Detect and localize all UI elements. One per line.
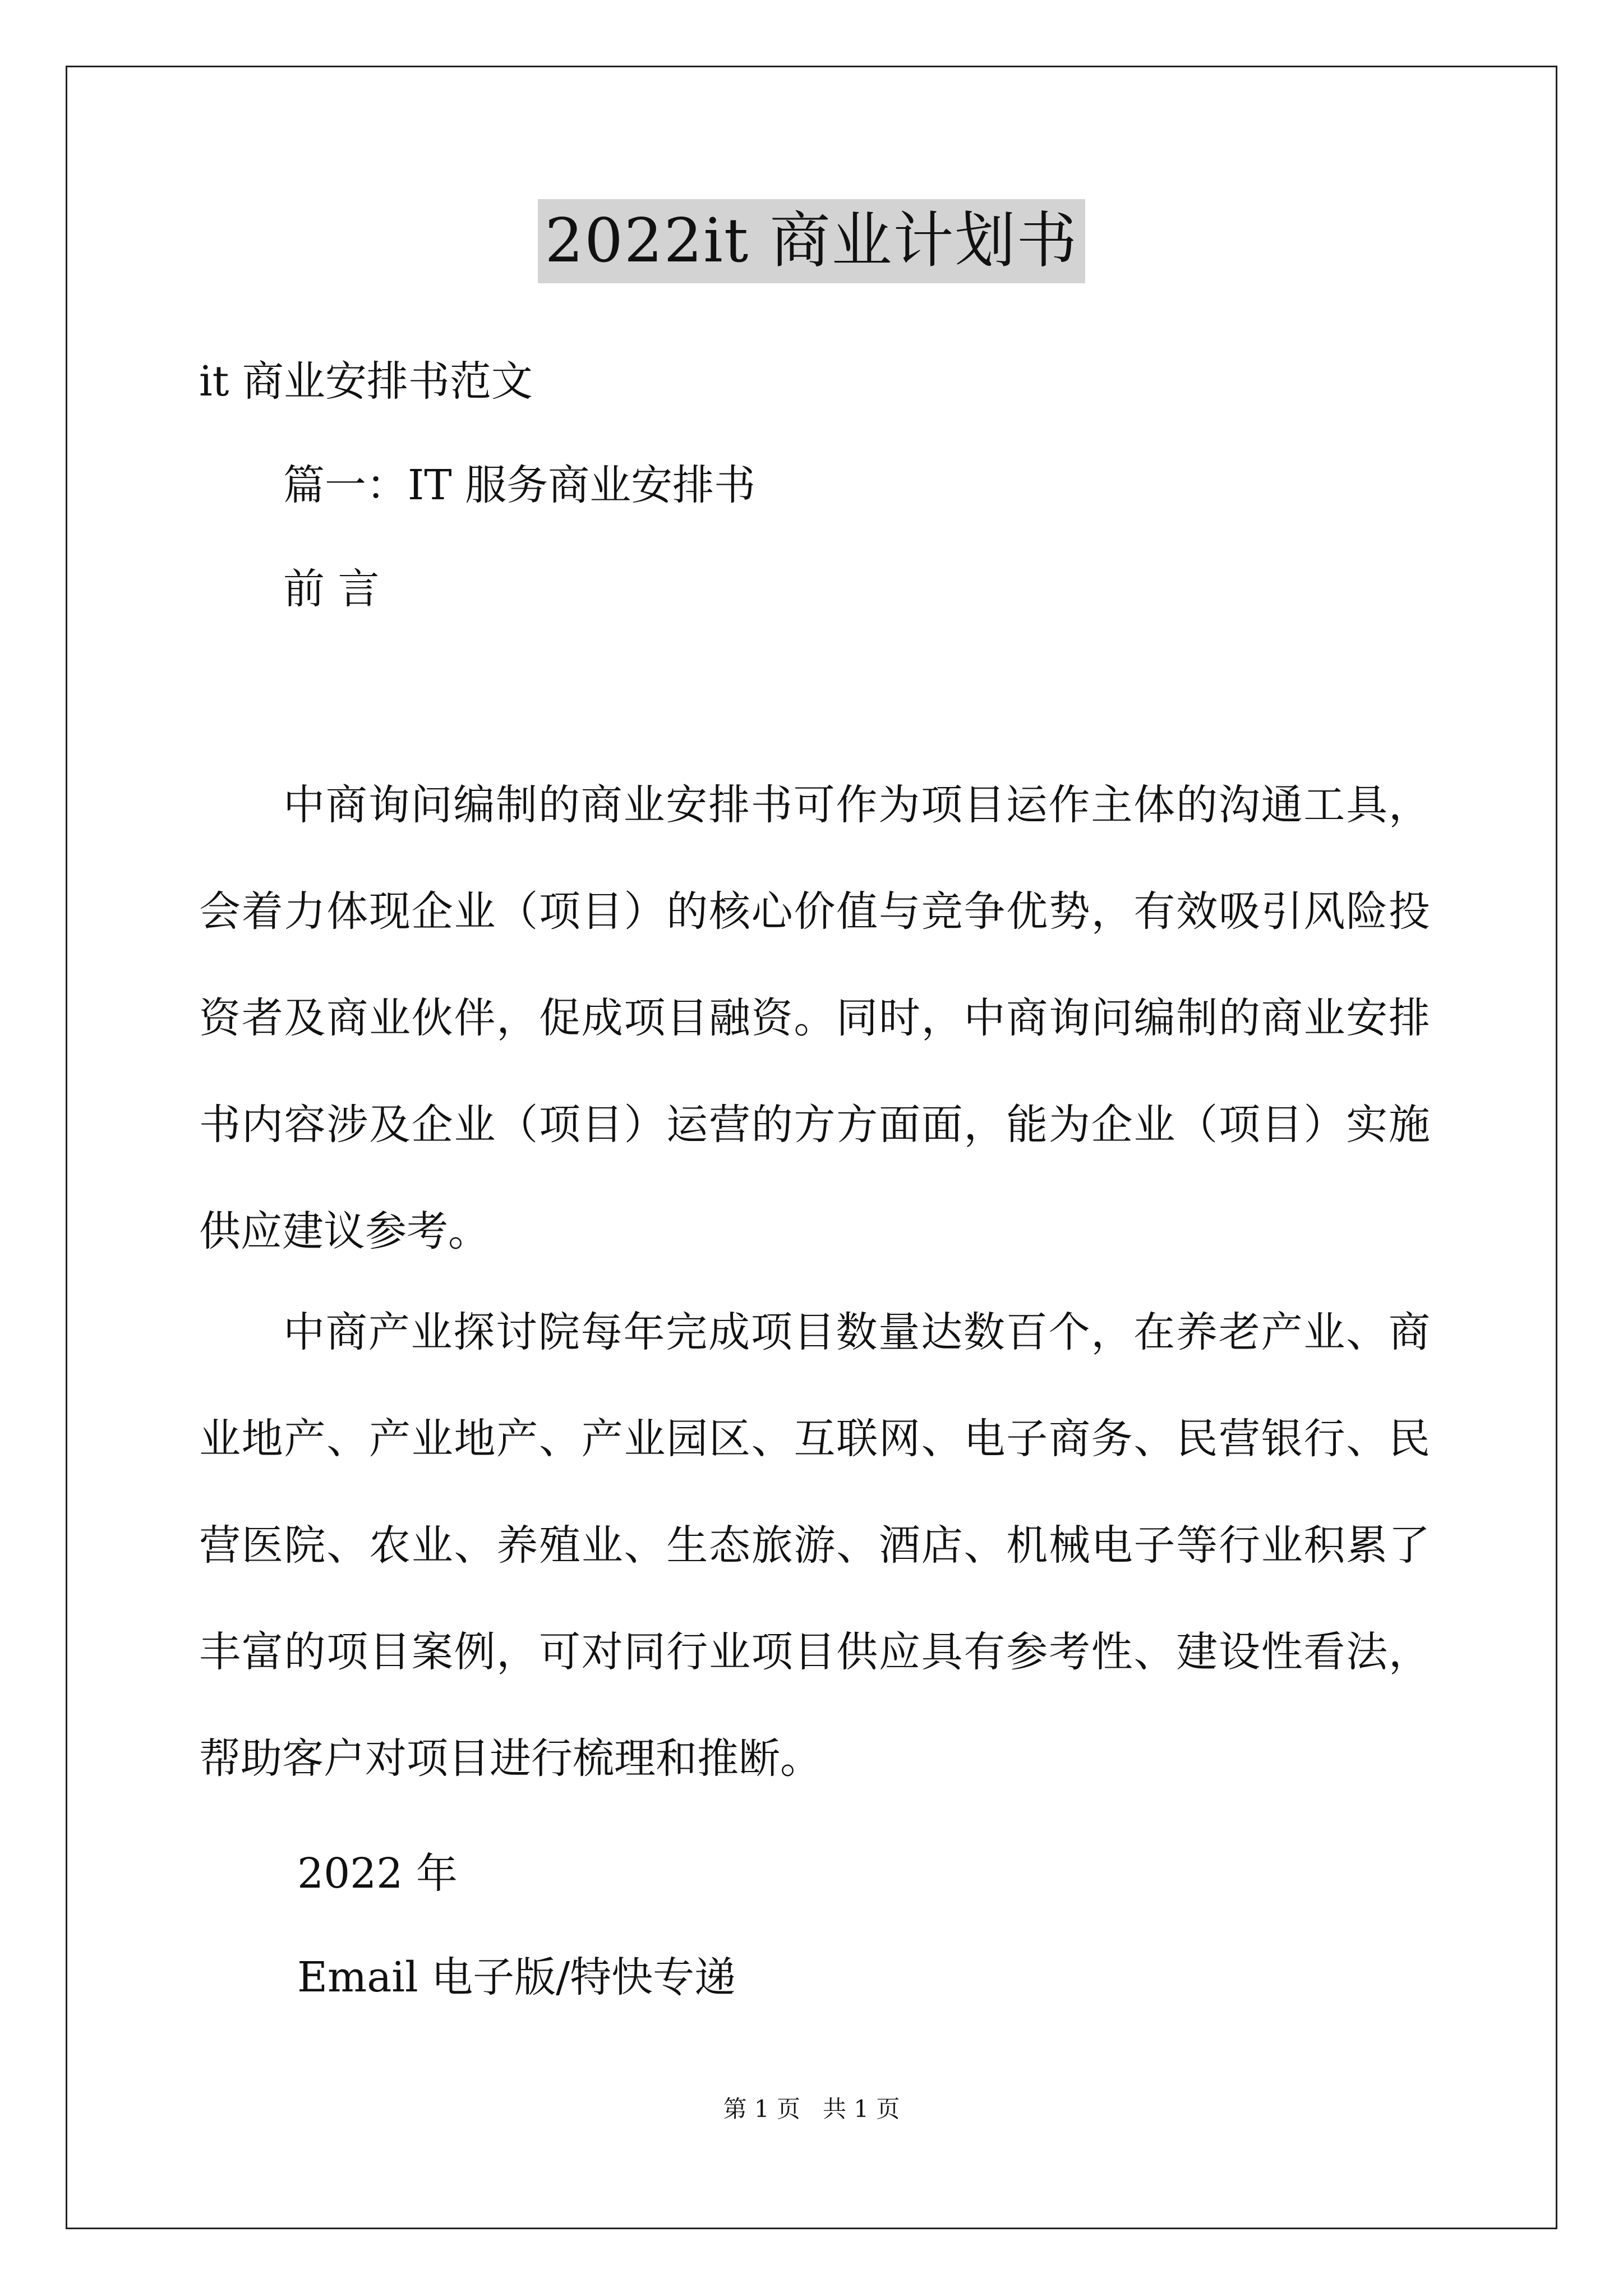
body-paragraph-1: 中商询问编制的商业安排书可作为项目运作主体的沟通工具，会着力体现企业（项目）的核心价值与竞争优势，有效吸引风险投资者及商业伙伴，促成项目融资。同时，中商询问编制的商业安排书内容涉及企业（项目）运营的方方面面，能为企业（项目）实施供应建议参考。 [199, 781, 1430, 1255]
document-title: 2022it 商业计划书 [538, 199, 1085, 283]
year-line: 2022 年 [297, 1849, 458, 1898]
delivery-line: Email 电子版/特快专递 [297, 1953, 736, 2001]
preface-heading: 前 言 [283, 565, 380, 613]
page-footer [0, 2092, 1623, 2126]
page-total: 共 1 页 [823, 2095, 900, 2123]
body-paragraph-2: 中商产业探讨院每年完成项目数量达数百个，在养老产业、商业地产、产业地产、产业园区、互联网、电子商务、民营银行、民营医院、农业、养殖业、生态旅游、酒店、机械电子等行业积累了丰富的项目案例，可对同行业项目供应具有参考性、建设性看法，帮助客户对项目进行梳理和推断。 [199, 1308, 1430, 1783]
title-container [0, 199, 1623, 283]
page-number: 第 1 页 [723, 2095, 800, 2123]
document-subtitle: it 商业安排书范文 [199, 357, 533, 406]
chapter-heading: 篇一：IT 服务商业安排书 [283, 461, 756, 509]
